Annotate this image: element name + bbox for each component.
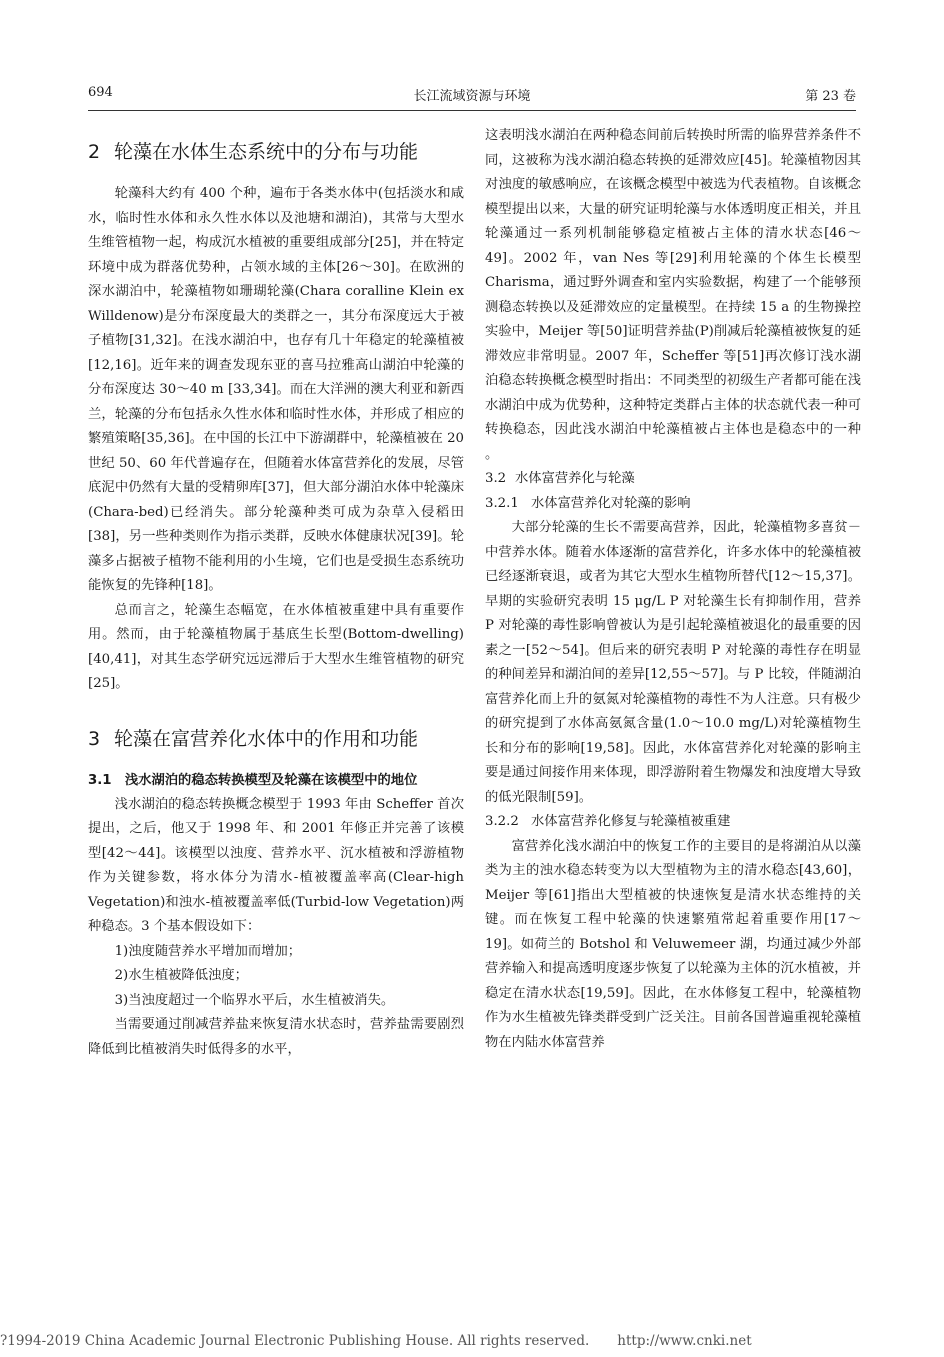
section-3-2-title: 水体富营养化与轮藻: [515, 471, 635, 486]
section-3-heading: [88, 725, 464, 753]
cnki-url[interactable]: http://www.cnki.net: [617, 1333, 752, 1349]
copyright-text: ?1994-2019 China Academic Journal Electronic Publishing House. All rights reserved.: [0, 1333, 590, 1349]
left-column: [88, 124, 464, 1062]
section-3-1-paragraph-1: 浅水湖泊的稳态转换概念模型于 1993 年由 Scheffer 首次提出，之后，他又于 1998 年、和 2001 年修正并完善了该模型[42～44]。该模型以浊度、营养水平、沉水植被和浮游植物作为关键参数，将水体分为清水-植被覆盖率高(Clear-high Vegetation)和浊水-植被覆盖率低(Turbid-low Vegetation)两种稳态。3 个基本假设如下：: [88, 796, 464, 934]
section-2-title: 轮藻在水体生态系统中的分布与功能: [114, 141, 419, 163]
assumption-item: 3)当浊度超过一个临界水平后，水生植被消失。: [114, 992, 395, 1008]
section-2-heading: [88, 138, 464, 166]
journal-title: 长江流域资源与环境: [413, 89, 531, 104]
section-2-paragraph-1: 轮藻科大约有 400 个种，遍布于各类水体中(包括淡水和咸水，临时性水体和永久性水体以及池塘和湖泊)，其常与大型水生维管植物一起，构成沉水植被的重要组成部分[25]，并在特定环境中成为群落优势种，占领水域的主体[26～30]。在欧洲的深水湖泊中，轮藻植物如珊瑚轮藻(Chara coralline Klein ex Willdenow)是分布深度最大的类群之一，其分布深度远大于被子植物[31,32]。在浅水湖泊中，也存有几十年稳定的轮藻植被[12,16]。近年来的调查发现东亚的喜马拉雅高山湖泊中轮藻的分布深度达 30～40 m [33,34]。而在大洋洲的澳大利亚和新西兰，轮藻的分布包括永久性水体和临时性水体，并形成了相应的繁殖策略[35,36]。在中国的长江中下游湖群中，轮藻植被在 20 世纪 50、60 年代普遍存在，但随着水体富营养化的发展，尽管底泥中仍然有大量的受精卵库[37]，但大部分湖泊水体中轮藻床(Chara-bed)已经消失。部分轮藻种类可成为杂草入侵稻田[38]，另一些种类则作为指示类群，反映水体健康状况[39]。轮藻多占据被子植物不能利用的小生境，它们也是受损生态系统功能恢复的先锋种[18]。: [88, 186, 464, 593]
section-2-paragraph-2: 总而言之，轮藻生态幅宽，在水体植被重建中具有重要作用。然而，由于轮藻植物属于基底生长型(Bottom-dwelling)[40,41]，对其生态学研究远远滞后于大型水生维管植物的研究[25]。: [88, 602, 464, 691]
page-number: 694: [88, 85, 113, 100]
section-3-2-2-heading: [485, 810, 861, 835]
copyright-footer: [0, 1333, 752, 1349]
right-column: [485, 124, 861, 1055]
section-3-2-1-number: 3.2.1: [485, 495, 519, 511]
volume-label: 第 23 卷: [805, 89, 856, 104]
section-3-2-1-heading: [485, 492, 861, 517]
section-3-number: 3: [88, 727, 101, 750]
section-3-2-number: 3.2: [485, 471, 507, 486]
running-header: [88, 85, 856, 105]
section-3-2-1-paragraph: 大部分轮藻的生长不需要高营养，因此，轮藻植物多喜贫－中营养水体。随着水体逐渐的富营养化，许多水体中的轮藻植被已经逐渐衰退，或者为其它大型水生植物所替代[12～15,37]。早期的实验研究表明 15 μg/L P 对轮藻生长有抑制作用，营养 P 对轮藻的毒性影响曾被认为是引起轮藻植被退化的最重要的因素之一[52～54]。但后来的研究表明 P 对轮藻的毒性存在明显的种间差异和湖泊间的差异[12,55～57]。与 P 比较，伴随湖泊富营养化而上升的氨氮对轮藻植物的毒性不为人注意。只有极少的研究提到了水体高氨氮含量(1.0～10.0 mg/L)对轮藻植物生长和分布的影响[19,58]。因此，水体富营养化对轮藻的影响主要是通过间接作用来体现，即浮游附着生物爆发和浊度增大导致的低光限制[59]。: [485, 520, 861, 805]
section-3-1-paragraph-continued: 这表明浅水湖泊在两种稳态间前后转换时所需的临界营养条件不同，这被称为浅水湖泊稳态转换的延滞效应[45]。轮藻植物因其对浊度的敏感响应，在该概念模型中被选为代表植物。自该概念模型提出以来，大量的研究证明轮藻与水体透明度正相关，并且轮藻通过一系列机制能够稳定植被占主体的清水状态[46～49]。2002 年，van Nes 等[29]利用轮藻的个体生长模型 Charisma，通过野外调查和室内实验数据，构建了一个能够预测稳态转换以及延滞效应的定量模型。在持续 15 a 的生物操控实验中，Meijer 等[50]证明营养盐(P)削减后轮藻植被恢复的延滞效应非常明显。2007 年，Scheffer 等[51]再次修订浅水湖泊稳态转换概念模型时指出：不同类型的初级生产者都可能在浅水湖泊中成为优势种，这种特定类群占主体的状态就代表一种可转换稳态，因此浅水湖泊中轮藻植被占主体也是稳态中的一种 。: [485, 128, 861, 462]
assumption-item: 1)浊度随营养水平增加而增加；: [114, 943, 302, 959]
header-rule: [88, 110, 856, 111]
section-3-2-2-paragraph: 富营养化浅水湖泊中的恢复工作的主要目的是将湖泊从以藻类为主的浊水稳态转变为以大型植物为主的清水稳态[43,60]，Meijer 等[61]指出大型植被的快速恢复是清水状态维持的关键。而在恢复工程中轮藻的快速繁殖常起着重要作用[17～19]。如荷兰的 Botshol 和 Veluwemeer 湖，均通过减少外部营养输入和提高透明度逐步恢复了以轮藻为主体的沉水植被，并稳定在清水状态[19,59]。因此，在水体修复工程中，轮藻植物作为水生植被先锋类群受到广泛关注。目前各国普遍重视轮藻植物在内陆水体富营养: [485, 838, 861, 1050]
section-3-1-paragraph-2: 当需要通过削减营养盐来恢复清水状态时，营养盐需要剧烈降低到比植被消失时低得多的水平，: [88, 1017, 464, 1057]
assumption-item: 2)水生植被降低浊度；: [114, 968, 248, 983]
section-2-number: 2: [88, 141, 101, 163]
section-3-title: 轮藻在富营养化水体中的作用和功能: [114, 727, 419, 750]
section-3-2-heading: [485, 467, 861, 492]
section-3-2-2-title: 水体富营养化修复与轮藻植被重建: [531, 814, 731, 829]
section-3-2-2-number: 3.2.2: [485, 814, 519, 829]
section-3-1-heading: 3.1 浅水湖泊的稳态转换模型及轮藻在该模型中的地位: [88, 772, 418, 788]
section-3-2-1-title: 水体富营养化对轮藻的影响: [531, 495, 691, 511]
